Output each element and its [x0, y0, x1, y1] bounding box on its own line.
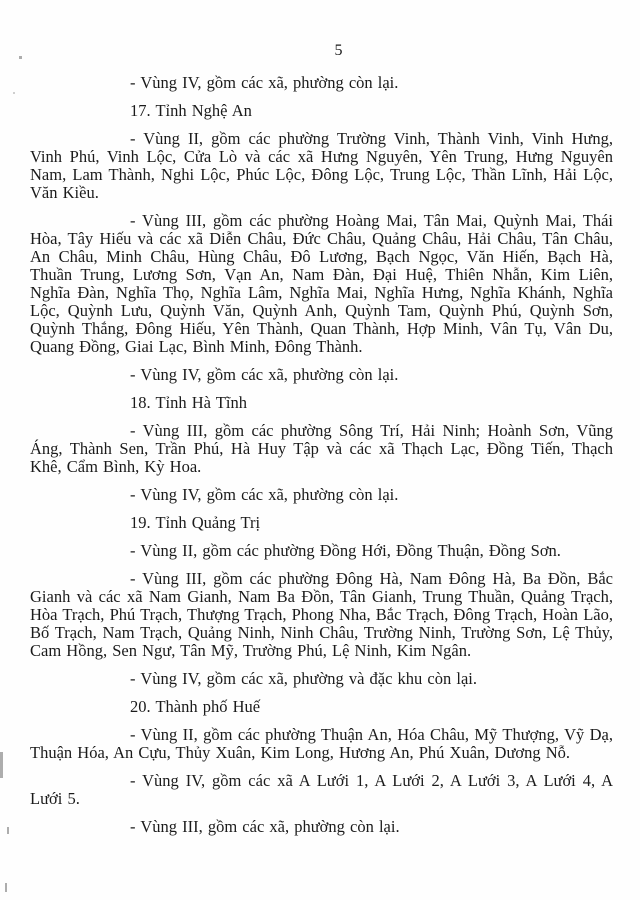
paragraph-hue-vung-iv: - Vùng IV, gồm các xã A Lưới 1, A Lưới 2, A Lưới 3, A Lưới 4, A Lưới 5. — [30, 771, 613, 808]
paragraph-vung-iv-prev-province: - Vùng IV, gồm các xã, phường còn lại. — [130, 73, 399, 92]
paragraph-quang-tri-vung-ii: - Vùng II, gồm các phường Đồng Hới, Đồng Thuận, Đồng Sơn. — [130, 541, 561, 560]
paragraph-nghe-an-vung-ii: - Vùng II, gồm các phường Trường Vinh, Thành Vinh, Vinh Hưng, Vinh Phú, Vinh Lộc, Cửa Lò và các xã Hưng Nguyên, Yên Trung, Hưng Nguyên Nam, Lam Thành, Nghi Lộc, Phúc Lộc, Đông Lộc, Trung Lộc, Thần Lĩnh, Hải Lộc, Văn Kiều. — [30, 129, 613, 202]
scan-artifact — [19, 56, 22, 59]
scan-artifact — [13, 92, 15, 94]
paragraph-nghe-an-vung-iii: - Vùng III, gồm các phường Hoàng Mai, Tân Mai, Quỳnh Mai, Thái Hòa, Tây Hiếu và các xã Diễn Châu, Đức Châu, Quảng Châu, Hải Châu, Tân Châu, An Châu, Minh Châu, Hùng Châu, Đô Lương, Bạch Ngọc, Văn Hiến, Bạch Hà, Thuần Trung, Lương Sơn, Vạn An, Nam Đàn, Đại Huệ, Thiên Nhẫn, Kim Liên, Nghĩa Đàn, Nghĩa Thọ, Nghĩa Lâm, Nghĩa Mai, Nghĩa Hưng, Nghĩa Khánh, Nghĩa Lộc, Quỳnh Lưu, Quỳnh Văn, Quỳnh Anh, Quỳnh Tam, Quỳnh Phú, Quỳnh Sơn, Quỳnh Thắng, Đông Hiếu, Yên Thành, Quan Thành, Hợp Minh, Vân Tụ, Vân Du, Quang Đồng, Giai Lạc, Bình Minh, Đông Thành. — [30, 211, 613, 356]
paragraph-quang-tri-vung-iii: - Vùng III, gồm các phường Đông Hà, Nam Đông Hà, Ba Đồn, Bắc Gianh và các xã Nam Gianh, Nam Ba Đồn, Tân Gianh, Trung Thuần, Quảng Trạch, Hòa Trạch, Phú Trạch, Thượng Trạch, Phong Nha, Bắc Trạch, Đông Trạch, Hoàn Lão, Bố Trạch, Nam Trạch, Quảng Ninh, Ninh Châu, Trường Ninh, Trường Sơn, Lệ Thủy, Cam Hồng, Sen Ngư, Tân Mỹ, Trường Phú, Lệ Ninh, Kim Ngân. — [30, 569, 613, 660]
paragraph-ha-tinh-vung-iv: - Vùng IV, gồm các xã, phường còn lại. — [130, 485, 399, 504]
heading-19-tinh-quang-tri: 19. Tỉnh Quảng Trị — [130, 513, 261, 532]
page-number: 5 — [334, 42, 343, 59]
paragraph-quang-tri-vung-iv: - Vùng IV, gồm các xã, phường và đặc khu còn lại. — [130, 669, 477, 688]
paragraph-ha-tinh-vung-iii: - Vùng III, gồm các phường Sông Trí, Hải Ninh; Hoành Sơn, Vũng Áng, Thành Sen, Trần Phú, Hà Huy Tập và các xã Thạch Lạc, Đồng Tiến, Thạch Khê, Cẩm Bình, Kỳ Hoa. — [30, 421, 613, 476]
paragraph-hue-vung-ii: - Vùng II, gồm các phường Thuận An, Hóa Châu, Mỹ Thượng, Vỹ Dạ, Thuận Hóa, An Cựu, Thủy Xuân, Kim Long, Hương An, Phú Xuân, Dương Nỗ. — [30, 725, 613, 762]
scan-artifact — [7, 827, 9, 834]
paragraph-nghe-an-vung-iv: - Vùng IV, gồm các xã, phường còn lại. — [130, 365, 399, 384]
heading-18-tinh-ha-tinh: 18. Tỉnh Hà Tĩnh — [130, 393, 247, 412]
paragraph-hue-vung-iii: - Vùng III, gồm các xã, phường còn lại. — [130, 817, 400, 836]
scan-artifact — [5, 883, 7, 892]
page-body — [30, 42, 613, 846]
heading-17-tinh-nghe-an: 17. Tỉnh Nghệ An — [130, 101, 252, 120]
scan-artifact — [0, 752, 3, 778]
heading-20-thanh-pho-hue: 20. Thành phố Huế — [130, 697, 261, 716]
